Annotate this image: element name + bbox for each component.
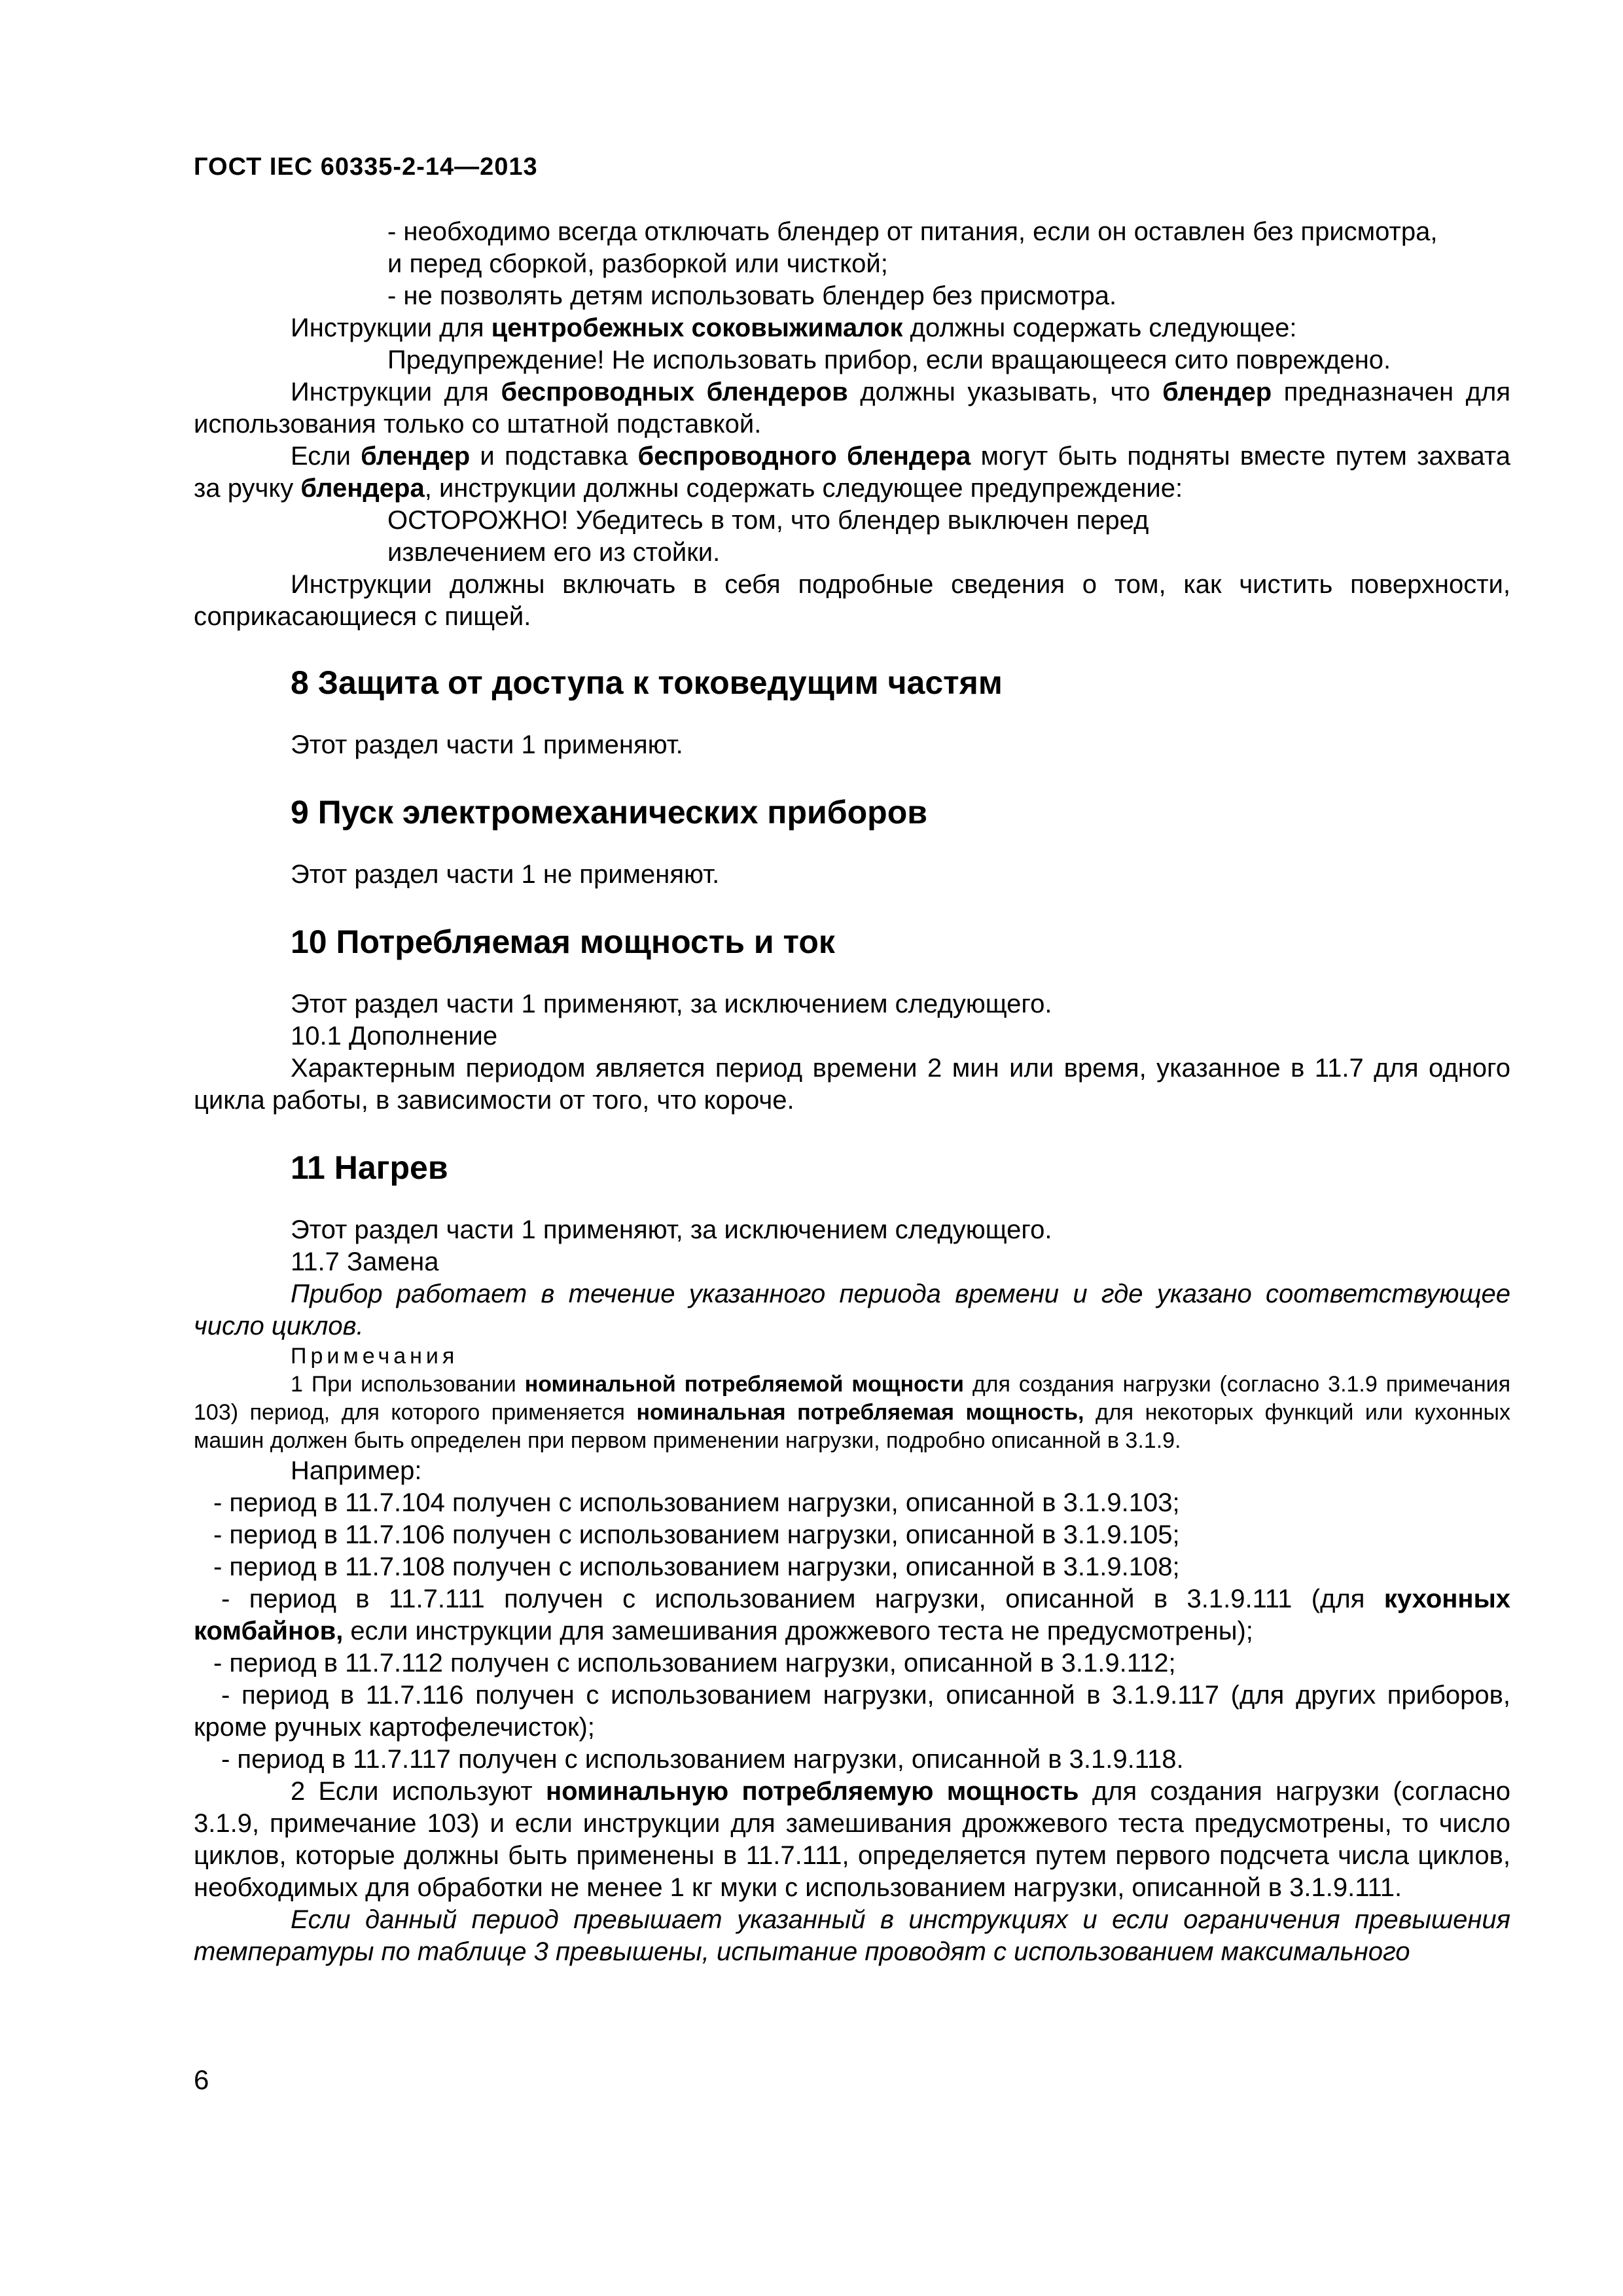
note-2: 2 Если используют номинальную потребляемую мощность для создания нагрузки (согласно 3.1.9, примечание 103) и если инструкции для замешивания дрожжевого теста предусмотрены, то число циклов, которые должны быть применены в 11.7.111, определяется путем первого подсчета числа циклов, необходимых для обработки не менее 1 кг муки с использованием нагрузки, описанной в 3.1.9.111.: [194, 1777, 1511, 1902]
page-number: 6: [194, 2064, 209, 2095]
list-item: - период в 11.7.112 получен с использованием нагрузки, описанной в 3.1.9.112;: [213, 1649, 1176, 1677]
notes-label: Примечания: [291, 1344, 459, 1369]
subsection-label: 11.7 Замена: [291, 1247, 439, 1276]
note-1: 1 При использовании номинальной потребляемой мощности для создания нагрузки (согласно 3.1.9 примечания 103) период, для которого применяется номинальная потребляемая мощность, для некоторых функций или кухонных машин должен быть определен при первом применении нагрузки, подробно описанной в 3.1.9.: [194, 1372, 1511, 1453]
caution-text: ОСТОРОЖНО! Убедитесь в том, что блендер выключен перед: [387, 506, 1149, 535]
document-body: [194, 216, 1510, 1968]
warning-text: Предупреждение! Не использовать прибор, если вращающееся сито повреждено.: [387, 346, 1391, 374]
list-item: - период в 11.7.116 получен с использованием нагрузки, описанной в 3.1.9.117 (для других приборов, кроме ручных картофелечисток);: [194, 1681, 1510, 1742]
instruction-line: - не позволять детям использовать блендер без присмотра.: [387, 281, 1117, 310]
instruction-line: - необходимо всегда отключать блендер от питания, если он оставлен без присмотра,: [387, 217, 1438, 246]
list-item: - период в 11.7.106 получен с использованием нагрузки, описанной в 3.1.9.105;: [213, 1520, 1180, 1549]
paragraph-characteristic-period: Характерным периодом является период времени 2 мин или время, указанное в 11.7 для одного цикла работы, в зависимости от того, что короче.: [194, 1054, 1510, 1115]
section-heading-8: 8 Защита от доступа к токоведущим частям: [291, 664, 1003, 701]
list-item: - период в 11.7.108 получен с использованием нагрузки, описанной в 3.1.9.108;: [213, 1552, 1180, 1581]
section-heading-11: 11 Нагрев: [291, 1149, 448, 1186]
section-text: Этот раздел части 1 применяют.: [291, 730, 683, 759]
paragraph-cordless: Инструкции для беспроводных блендеров должны указывать, что блендер предназначен для использования только со штатной подставкой.: [194, 378, 1511, 439]
section-text: Этот раздел части 1 применяют, за исключением следующего.: [291, 990, 1052, 1018]
list-item: - период в 11.7.104 получен с использованием нагрузки, описанной в 3.1.9.103;: [213, 1488, 1180, 1517]
list-item: - период в 11.7.111 получен с использованием нагрузки, описанной в 3.1.9.111 (для кухонных комбайнов, если инструкции для замешивания дрожжевого теста не предусмотрены);: [194, 1585, 1510, 1645]
section-heading-9: 9 Пуск электромеханических приборов: [291, 794, 927, 831]
paragraph-centrifugal: Инструкции для центробежных соковыжималок должны содержать следующее:: [291, 314, 1297, 342]
paragraph-lift: Если блендер и подставка беспроводного блендера могут быть подняты вместе путем захвата за ручку блендера, инструкции должны содержать следующее предупреждение:: [194, 442, 1510, 503]
subsection-label: 10.1 Дополнение: [291, 1022, 498, 1050]
example-label: Например:: [291, 1456, 422, 1485]
list-item: - период в 11.7.117 получен с использованием нагрузки, описанной в 3.1.9.118.: [221, 1745, 1184, 1774]
section-text: Этот раздел части 1 не применяют.: [291, 860, 720, 889]
italic-paragraph: Если данный период превышает указанный в инструкциях и если ограничения превышения температуры по таблице 3 превышены, испытание проводят с использованием максимального: [194, 1905, 1510, 1966]
section-text: Этот раздел части 1 применяют, за исключением следующего.: [291, 1215, 1052, 1244]
instruction-line: и перед сборкой, разборкой или чисткой;: [387, 249, 888, 278]
italic-paragraph: Прибор работает в течение указанного периода времени и где указано соответствующее число циклов.: [194, 1280, 1510, 1340]
document-header: ГОСТ IEC 60335-2-14—2013: [194, 153, 538, 181]
caution-text: извлечением его из стойки.: [387, 538, 721, 567]
section-heading-10: 10 Потребляемая мощность и ток: [291, 924, 835, 960]
paragraph-clean: Инструкции должны включать в себя подробные сведения о том, как чистить поверхности, соприкасающиеся с пищей.: [194, 570, 1510, 631]
